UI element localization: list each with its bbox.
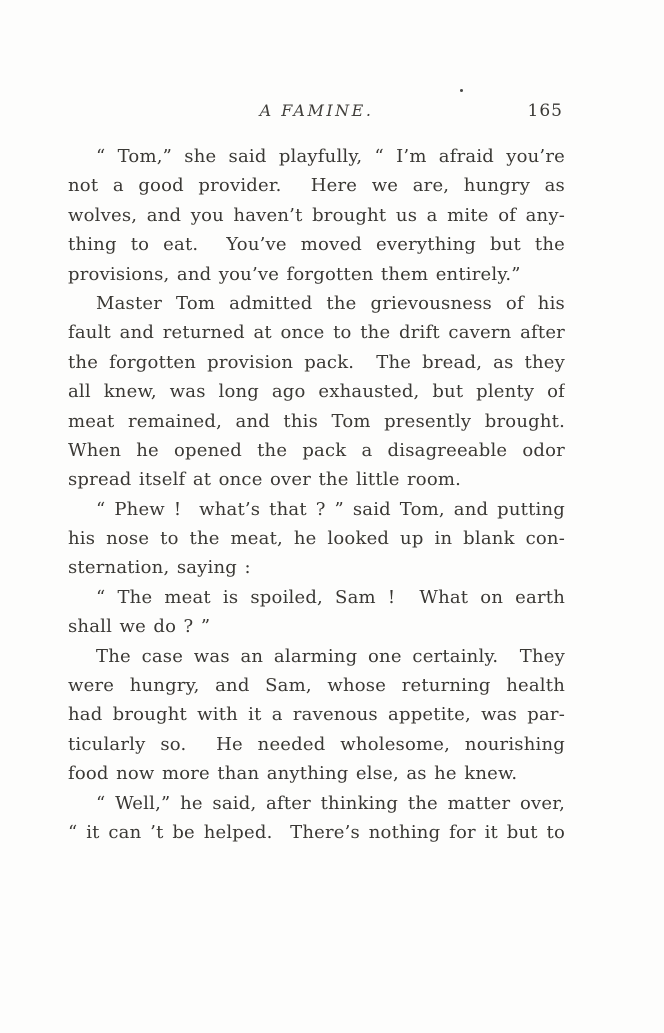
paragraph [68,642,565,789]
text-line: ticularly so. He needed wholesome, nourishing [68,733,565,755]
text-line: shall we do ? ” [68,616,211,638]
text-line: provisions, and you’ve forgotten them entirely.” [68,263,521,285]
paragraph [68,583,565,642]
text-line: wolves, and you haven’t brought us a mite of any- [68,204,565,226]
paragraph [68,289,565,495]
paragraph [68,789,565,848]
chapter-running-title: A FAMINE. [259,101,374,120]
stray-ink-dot [460,89,463,92]
text-line: food now more than anything else, as he knew. [68,763,518,785]
text-line: thing to eat. You’ve moved everything but the [68,234,565,256]
text-line: Master Tom admitted the grievousness of his [96,292,565,314]
paragraph [68,142,565,289]
text-line: the forgotten provision pack. The bread, as they [68,351,565,373]
text-line: his nose to the meat, he looked up in blank con- [68,528,565,550]
paragraph [68,495,565,583]
running-header [68,101,565,125]
text-line: had brought with it a ravenous appetite, was par- [68,704,565,726]
page-number: 165 [527,101,563,121]
text-line: “ The meat is spoiled, Sam ! What on earth [96,586,565,608]
text-line: “ Tom,” she said playfully, “ I’m afraid you’re [96,146,565,167]
page-body [68,142,565,847]
text-line: sternation, saying : [68,557,251,579]
text-line: “ Well,” he said, after thinking the matter over, [96,792,565,814]
text-line: not a good provider. Here we are, hungry as [68,175,565,197]
text-line: meat remained, and this Tom presently brought. [68,410,565,432]
text-line: were hungry, and Sam, whose returning health [68,675,565,697]
text-line: spread itself at once over the little room. [68,469,462,491]
text-line: all knew, was long ago exhausted, but plenty of [68,381,565,403]
text-line: “ it can ’t be helped. There’s nothing for it but to [68,821,565,843]
text-line: The case was an alarming one certainly. They [96,645,565,667]
text-line: When he opened the pack a disagreeable odor [68,439,565,461]
text-line: fault and returned at once to the drift cavern after [68,322,565,344]
text-line: “ Phew ! what’s that ? ” said Tom, and putting [96,498,565,520]
